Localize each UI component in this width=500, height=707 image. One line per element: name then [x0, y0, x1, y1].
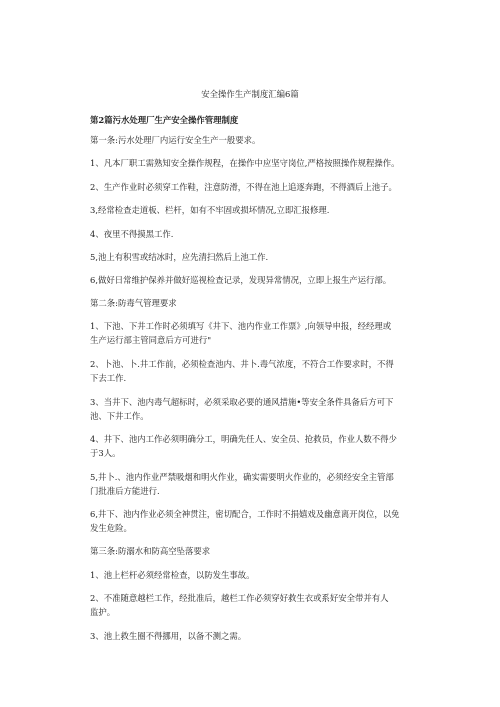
paragraph-line: 2、生产作业时必须穿工作鞋，注意防滑，不得在池上追逐奔跑，不得酒后上池子。	[90, 182, 397, 192]
paragraph-line: 5,池上有积雪或结冰时，应先清扫然后上池工作.	[90, 252, 269, 262]
paragraph-line: 下去工作.	[90, 373, 127, 383]
paragraph-line: 2、不准随意越栏工作，经批准后，越栏工作必须穿好救生衣或系好安全带并有人	[90, 593, 389, 603]
paragraph-line: 6,井下、池内作业必须全神贯注，密切配合，工作时不捐嬉戏及幽意离开岗位，以免	[90, 509, 400, 519]
paragraph-line: 5,井卜.、池内作业严禁吸烟和明火作业，确实需要明火作业的，必须经安全主管部	[90, 472, 394, 482]
paragraph-line: 2、卜池、卜.井工作前，必须检查池内、井卜.毒气浓度，不符合工作要求时，不得	[90, 359, 394, 369]
article-heading: 第三条:防溺水和防高空坠落要求	[90, 546, 211, 556]
paragraph-line: 发生危险。	[90, 523, 132, 533]
paragraph-line: 3、池上救生圈不得挪用，以备不测之需。	[90, 631, 247, 641]
article-heading: 第一条:污水处理厂内运行安全生产一般要求。	[90, 135, 261, 145]
paragraph-line: 1、池上栏杆必须经常检查，以防发生事故。	[90, 570, 255, 580]
document-title: 安全操作生产制度汇编6篇	[201, 89, 299, 99]
paragraph-line: 池、下井工作。	[90, 411, 149, 421]
paragraph-line: 4、夜里不得摸黑工作.	[90, 229, 174, 239]
paragraph-line: 生产运行部主管同意后方可进行"	[90, 335, 212, 345]
paragraph-line: 于3人。	[90, 448, 121, 458]
article-heading: 第二条:防毒气管理要求	[90, 298, 177, 308]
paragraph-line: 6,做好日常维护保养并做好巡视检查记录，发现异常情况，立即上报生产运行部。	[90, 275, 392, 285]
paragraph-line: 1、下池、下井工作时必须填写《井下、池内作业工作票》,向领导申报，经经理或	[90, 321, 392, 331]
paragraph-line: 3、当井下、池内毒气超标时，必须采取必要的通风措施•等安全条件具备后方可下	[90, 397, 394, 407]
section-heading: 第2篇污水处理厂生产安全操作管理制度	[90, 115, 239, 125]
paragraph-line: 监护。	[90, 607, 116, 617]
paragraph-line: 3,经常检查走道板、栏杆，如有不牢固或损坏情况,立即汇报修理.	[90, 205, 330, 215]
paragraph-line: 1、凡本厂职工需熟知安全操作规程，在操作中应坚守岗位,严格按照操作规程操作。	[90, 158, 400, 168]
paragraph-line: 4、井下、池内工作必须明确分工，明确先任人、安全员、抢救员，作业人数不得少	[90, 434, 397, 444]
paragraph-line: 门批准后方能进行.	[90, 486, 160, 496]
